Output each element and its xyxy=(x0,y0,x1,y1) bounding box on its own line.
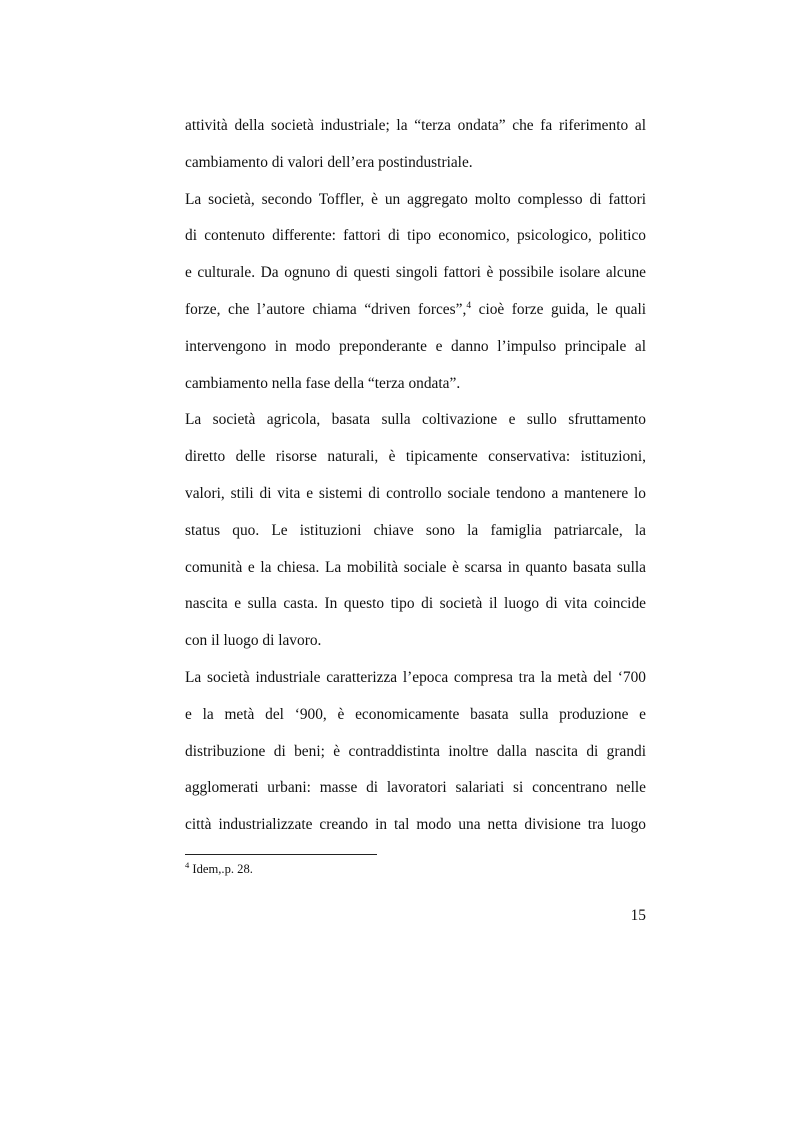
text-line: valori, stili di vita e sistemi di controllo sociale tendono a mantenere lo xyxy=(185,484,646,502)
text-line: attività della società industriale; la “terza ondata” che fa riferimento al xyxy=(185,117,646,134)
text-line: La società agricola, basata sulla coltivazione e sullo sfruttamento xyxy=(185,411,646,429)
footnote-text: Idem,.p. 28. xyxy=(189,862,253,876)
body-text xyxy=(185,108,646,844)
text-line: comunità e la chiesa. La mobilità sociale è scarsa in quanto basata sulla xyxy=(185,558,646,576)
footnote-number: 4 xyxy=(185,860,190,870)
text-line: con il luogo di lavoro. xyxy=(185,632,322,650)
text-line: e culturale. Da ognuno di questi singoli fattori è possibile isolare alcune xyxy=(185,264,646,282)
text-line: diretto delle risorse naturali, è tipicamente conservativa: istituzioni, xyxy=(185,448,646,466)
footnote-divider xyxy=(185,854,377,855)
text-line: nascita e sulla casta. In questo tipo di società il luogo di vita coincide xyxy=(185,595,646,613)
text-line: città industrializzate creando in tal modo una netta divisione tra luogo xyxy=(185,816,646,834)
footnote-reference: 4 xyxy=(466,300,472,311)
text-line-with-footnote-ref xyxy=(185,292,646,329)
text-line: e la metà del ‘900, è economicamente basata sulla produzione e xyxy=(185,705,646,723)
text-segment: cioè forze guida, le quali xyxy=(471,300,646,318)
text-line: La società, secondo Toffler, è un aggregato molto complesso di fattori xyxy=(185,190,646,208)
page-number: 15 xyxy=(630,907,646,924)
text-line: cambiamento di valori dell’era postindustriale. xyxy=(185,153,473,171)
text-line: intervengono in modo preponderante e danno l’impulso principale al xyxy=(185,337,646,355)
text-line: di contenuto differente: fattori di tipo economico, psicologico, politico xyxy=(185,227,646,245)
text-segment: forze, che l’autore chiama “driven forces”, xyxy=(185,300,467,318)
text-line: distribuzione di beni; è contraddistinta inoltre dalla nascita di grandi xyxy=(185,742,646,760)
footnote xyxy=(185,861,253,877)
text-line: La società industriale caratterizza l’epoca compresa tra la metà del ‘700 xyxy=(185,668,646,686)
text-line: status quo. Le istituzioni chiave sono la famiglia patriarcale, la xyxy=(185,521,646,539)
text-line: cambiamento nella fase della “terza ondata”. xyxy=(185,374,461,392)
text-line: agglomerati urbani: masse di lavoratori salariati si concentrano nelle xyxy=(185,779,646,797)
